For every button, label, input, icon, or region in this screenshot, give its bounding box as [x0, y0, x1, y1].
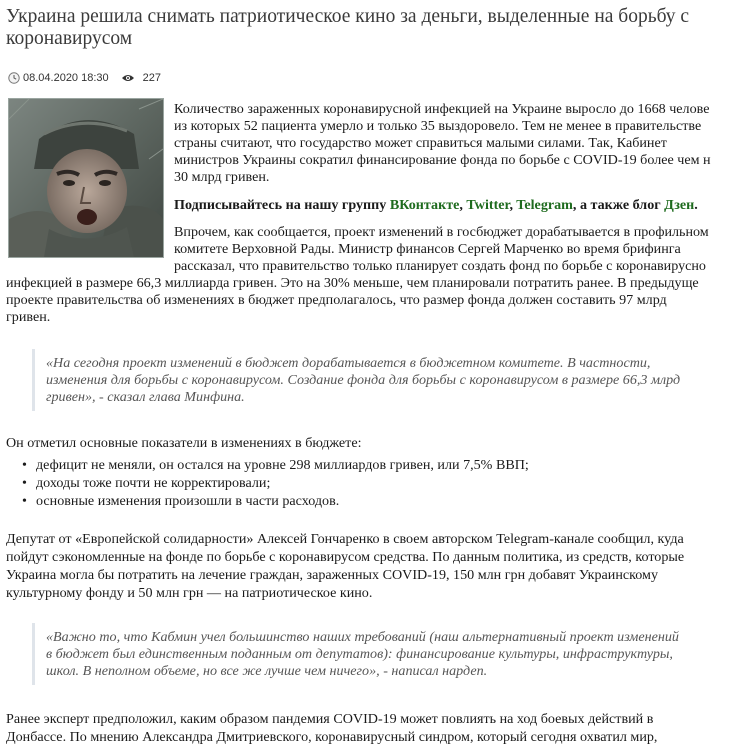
list-item: • основные изменения произошли в части расходов.	[36, 493, 339, 510]
subscribe-sep: ,	[459, 197, 467, 213]
quote-line: гривен», - сказал глава Минфина.	[46, 389, 245, 405]
subscribe-suffix: .	[694, 197, 698, 213]
p1-line: Количество зараженных коронавирусной инфекцией на Украине выросло до 1668 челове	[174, 101, 710, 117]
vk-link[interactable]: ВКонтакте	[389, 197, 460, 213]
title-line-2: коронавирусом	[6, 28, 133, 49]
twitter-link[interactable]: Twitter	[466, 197, 510, 213]
article-title	[6, 6, 742, 50]
list-item: • доходы тоже почти не корректировали;	[36, 475, 270, 492]
p3-line: Украина могла бы потратить на лечение граждан, зараженных COVID-19, 150 млн грн добавят Украинскому	[6, 567, 659, 583]
list-intro: Он отметил основные показатели в изменениях в бюджете:	[6, 435, 362, 451]
article-photo	[8, 98, 164, 258]
publish-date: 08.04.2020 18:30	[23, 72, 109, 84]
quote-line: школ. В неполном объеме, но все же лучше чем ничего», - написал нардеп.	[46, 663, 488, 679]
subscribe-sep: ,	[509, 197, 517, 213]
p1-line: страны считают, что государство может справиться малыми силами. Так, Кабинет	[174, 135, 667, 151]
subscribe-line	[174, 197, 698, 214]
p2-line: рассказал, что правительство только планирует создать фонд по борьбе с коронавирусно	[174, 258, 706, 274]
blockquote	[32, 623, 742, 685]
quote-line: в бюджет был единственным поданным от депутатов): финансирование культуры, инфраструктуры,	[46, 646, 673, 662]
p4-line: Донбассе. По мнению Александра Дмитриевского, коронавирусный синдром, который сегодня охватил мир,	[6, 729, 658, 745]
list-item: • дефицит не меняли, он остался на уровне 298 миллиардов гривен, или 7,5% ВВП;	[36, 457, 529, 474]
p2-line: комитете Верховной Рады. Министр финансов Сергей Марченко во время брифинга	[174, 241, 681, 257]
p3-line: культурному фонду и 50 млн грн — на патриотическое кино.	[6, 585, 373, 601]
p3-line: пойдут сэкономленные на фонде по борьбе с коронавирусом средства. По данным политика, из средств, которые	[6, 549, 685, 565]
subscribe-prefix: Подписывайтесь на нашу группу	[174, 197, 390, 213]
article-meta	[8, 70, 161, 86]
title-line-1: Украина решила снимать патриотическое кино за деньги, выделенные на борьбу с	[6, 6, 690, 27]
p2-line: Впрочем, как сообщается, проект изменений в госбюджет дорабатывается в профильном	[174, 224, 709, 240]
telegram-link[interactable]: Telegram	[516, 197, 573, 213]
p2-line: инфекцией в размере 66,3 миллиарда гривен. Это на 30% меньше, чем планировали потратить ранее. В предыдуще	[6, 275, 699, 291]
dzen-link[interactable]: Дзен	[664, 197, 695, 213]
quote-line: «На сегодня проект изменений в бюджет дорабатывается в бюджетном комитете. В частности,	[46, 355, 651, 371]
eye-icon	[121, 73, 135, 83]
subscribe-mid: , а также блог	[572, 197, 665, 213]
quote-line: изменения для борьбы с коронавирусом. Создание фонда для борьбы с коронавирусом в размере 66,3 млрд	[46, 372, 681, 388]
blockquote	[32, 349, 742, 411]
p1-line: 30 млрд гривен.	[174, 169, 270, 185]
p2-line: проекте правительства об изменениях в бюджет предполагалось, что размер фонда должен составить 97 млрд	[6, 292, 667, 308]
clock-icon	[8, 72, 20, 84]
p2-line: гривен.	[6, 309, 51, 325]
p4-line: Ранее эксперт предположил, каким образом пандемия COVID-19 может повлиять на ход боевых действий в	[6, 711, 654, 727]
p3-line: Депутат от «Европейской солидарности» Алексей Гончаренко в своем авторском Telegram-канале сообщил, куда	[6, 531, 684, 547]
soldier-photo	[9, 99, 163, 257]
quote-line: «Важно то, что Кабмин учел большинство наших требований (наш альтернативный проект изменений	[46, 629, 679, 645]
p1-line: министров Украины сократил финансирование фонда по борьбе с COVID-19 более чем н	[174, 152, 711, 168]
view-count: 227	[142, 72, 161, 84]
p1-line: из которых 52 пациента умерло и только 35 выздоровело. Тем не менее в правительстве	[174, 118, 702, 134]
